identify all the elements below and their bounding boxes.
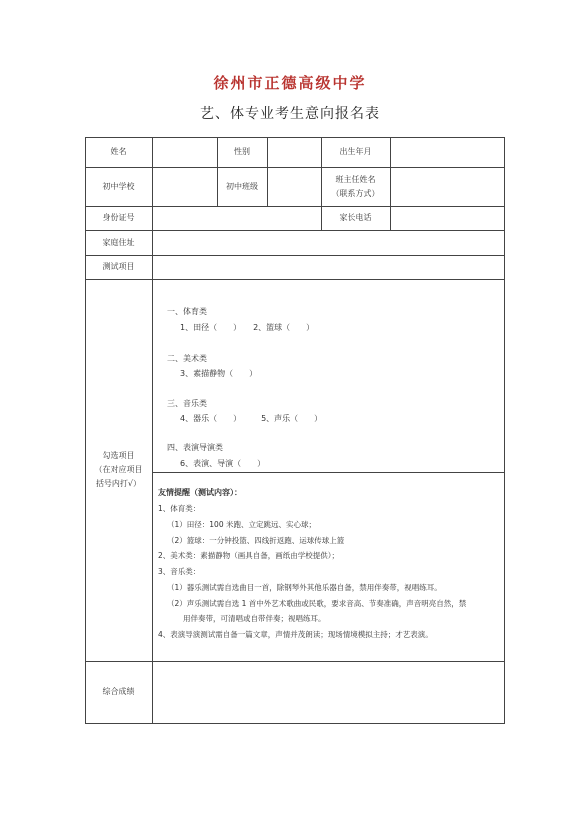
tip-line: （2）篮球：一分钟投篮、四线折返跑、运球传球上篮 <box>167 536 345 545</box>
junior-school-field[interactable] <box>152 167 217 206</box>
row-line <box>152 472 505 473</box>
address-field[interactable] <box>152 230 504 255</box>
tip-line: （1）器乐测试需自选曲目一首，除钢琴外其他乐器自备，禁用伴奏带，视唱练耳。 <box>167 583 442 592</box>
head-teacher-label-line1: 班主任姓名 <box>335 174 376 184</box>
name-label: 姓名 <box>110 147 127 156</box>
id-number-label: 身份证号 <box>102 213 135 222</box>
address-label: 家庭住址 <box>102 237 135 247</box>
junior-school-label: 初中学校 <box>102 181 135 191</box>
head-teacher-field[interactable] <box>390 167 504 206</box>
id-number-field[interactable] <box>152 206 321 230</box>
choose-items-label-line3: 括号内打√） <box>95 479 142 488</box>
tip-line: 用伴奏带，可清唱或自带伴奏；视唱练耳。 <box>183 614 326 623</box>
category-music: 三、音乐类 <box>167 399 207 408</box>
birth-field[interactable] <box>390 137 504 167</box>
gender-label: 性别 <box>234 147 250 156</box>
parent-phone-label: 家长电话 <box>339 213 372 222</box>
tip-line: （1）田径：100 米跑、立定跳远、实心球； <box>167 520 316 529</box>
test-item-field[interactable] <box>152 255 504 279</box>
category-performance: 四、表演导演类 <box>167 443 223 452</box>
performance-options[interactable]: 6、表演、导演（ ） <box>180 459 266 468</box>
total-score-label: 综合成绩 <box>102 687 135 696</box>
art-options[interactable]: 3、素描静物（ ） <box>180 369 258 378</box>
tip-line: 2、美术类：素描静物（画具自备，画纸由学校提供）； <box>158 551 340 560</box>
parent-phone-field[interactable] <box>390 206 504 230</box>
music-options[interactable]: 4、器乐（ ） 5、声乐（ ） <box>180 414 323 423</box>
head-teacher-label <box>321 167 390 206</box>
choose-items-label-line2: （在对应项目 <box>94 465 143 474</box>
tips-heading: 友情提醒（测试内容）： <box>158 488 242 497</box>
row-line <box>85 723 505 724</box>
birth-label: 出生年月 <box>339 147 372 156</box>
tip-line: （2）声乐测试需自选 1 首中外艺术歌曲或民歌，要求音高、节奏准确，声音明亮自然，禁 <box>167 599 467 608</box>
tip-line: 4、表演导演测试需自备一篇文章，声情并茂朗读；现场情境模拟主持；才艺表演。 <box>158 630 433 639</box>
junior-class-label: 初中班级 <box>226 181 258 191</box>
gender-field[interactable] <box>267 137 321 167</box>
head-teacher-label-line2: （联系方式） <box>331 188 380 198</box>
school-name: 徐州市正德高级中学 <box>213 74 367 92</box>
column-line <box>504 137 505 724</box>
total-score-field[interactable] <box>152 661 504 723</box>
sports-options[interactable]: 1、田径（ ） 2、篮球（ ） <box>180 323 315 332</box>
tip-line: 1、体育类： <box>158 504 201 513</box>
name-field[interactable] <box>152 137 217 167</box>
choose-items-label-line1: 勾选项目 <box>102 451 135 460</box>
test-item-label: 测试项目 <box>102 262 135 271</box>
choose-items-label <box>85 279 152 661</box>
category-art: 二、美术类 <box>167 354 207 363</box>
form-title: 艺、体专业考生意向报名表 <box>200 106 380 122</box>
junior-class-field[interactable] <box>267 167 321 206</box>
tip-line: 3、音乐类： <box>158 567 201 576</box>
category-sports: 一、体育类 <box>167 307 207 316</box>
